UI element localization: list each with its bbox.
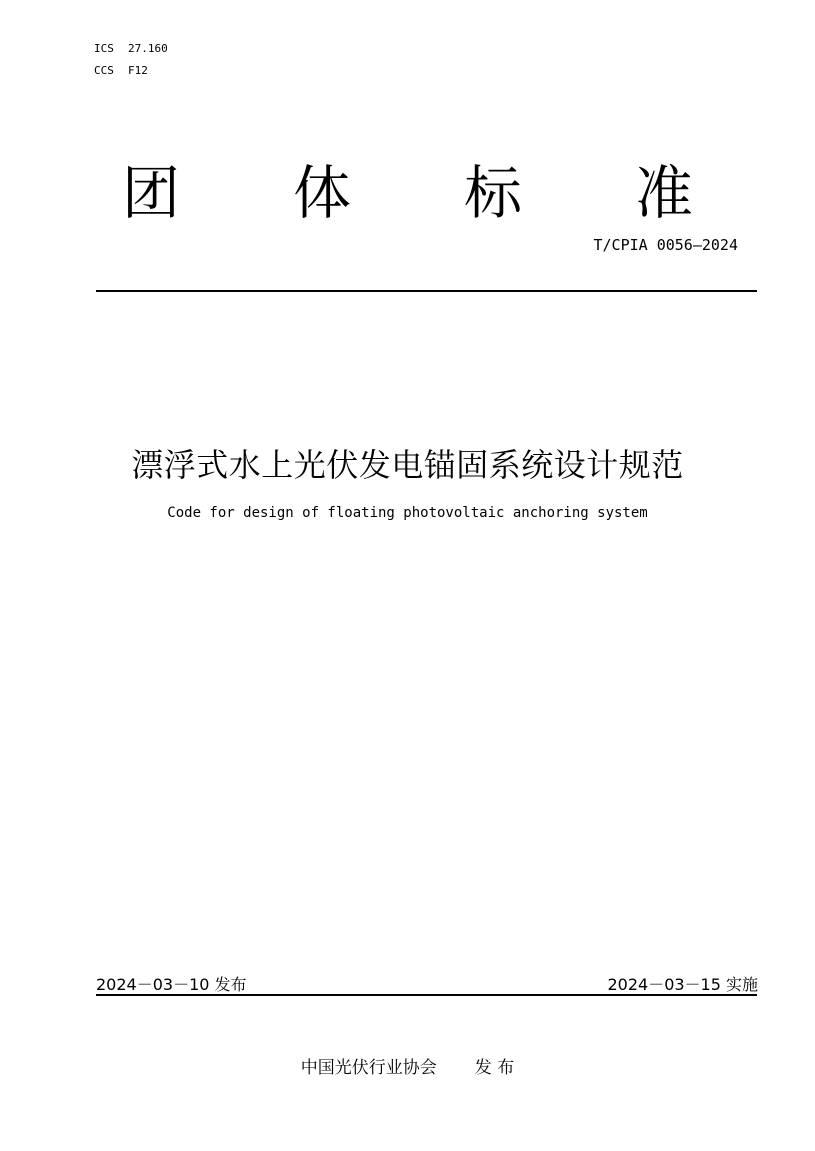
issue-date: 2024－03－10 发布 (96, 975, 247, 994)
ics-value: 27.160 (128, 42, 168, 55)
ccs-value: F12 (128, 64, 148, 77)
title-english: Code for design of floating photovoltaic anchoring system (167, 505, 648, 521)
implementation-date: 2024－03－15 实施 (607, 975, 758, 994)
standard-type-char-4: 准 (635, 159, 694, 227)
title-chinese: 漂浮式水上光伏发电锚固系统设计规范 (131, 446, 684, 484)
ics-label: ICS (94, 42, 114, 55)
publisher-line (0, 1053, 815, 1078)
standard-type-heading (118, 158, 698, 228)
standard-type-char-2: 体 (293, 159, 352, 227)
ccs-code (94, 64, 148, 77)
ics-code (94, 42, 168, 55)
publisher-name: 中国光伏行业协会 (300, 1058, 437, 1078)
footer-divider (96, 994, 757, 996)
standard-type-char-1: 团 (122, 159, 181, 227)
standard-type-char-3: 标 (464, 159, 523, 227)
standard-number: T/CPIA 0056—2024 (593, 236, 738, 254)
header-divider (96, 290, 757, 292)
publisher-action: 发 布 (474, 1058, 515, 1078)
ccs-label: CCS (94, 64, 114, 77)
